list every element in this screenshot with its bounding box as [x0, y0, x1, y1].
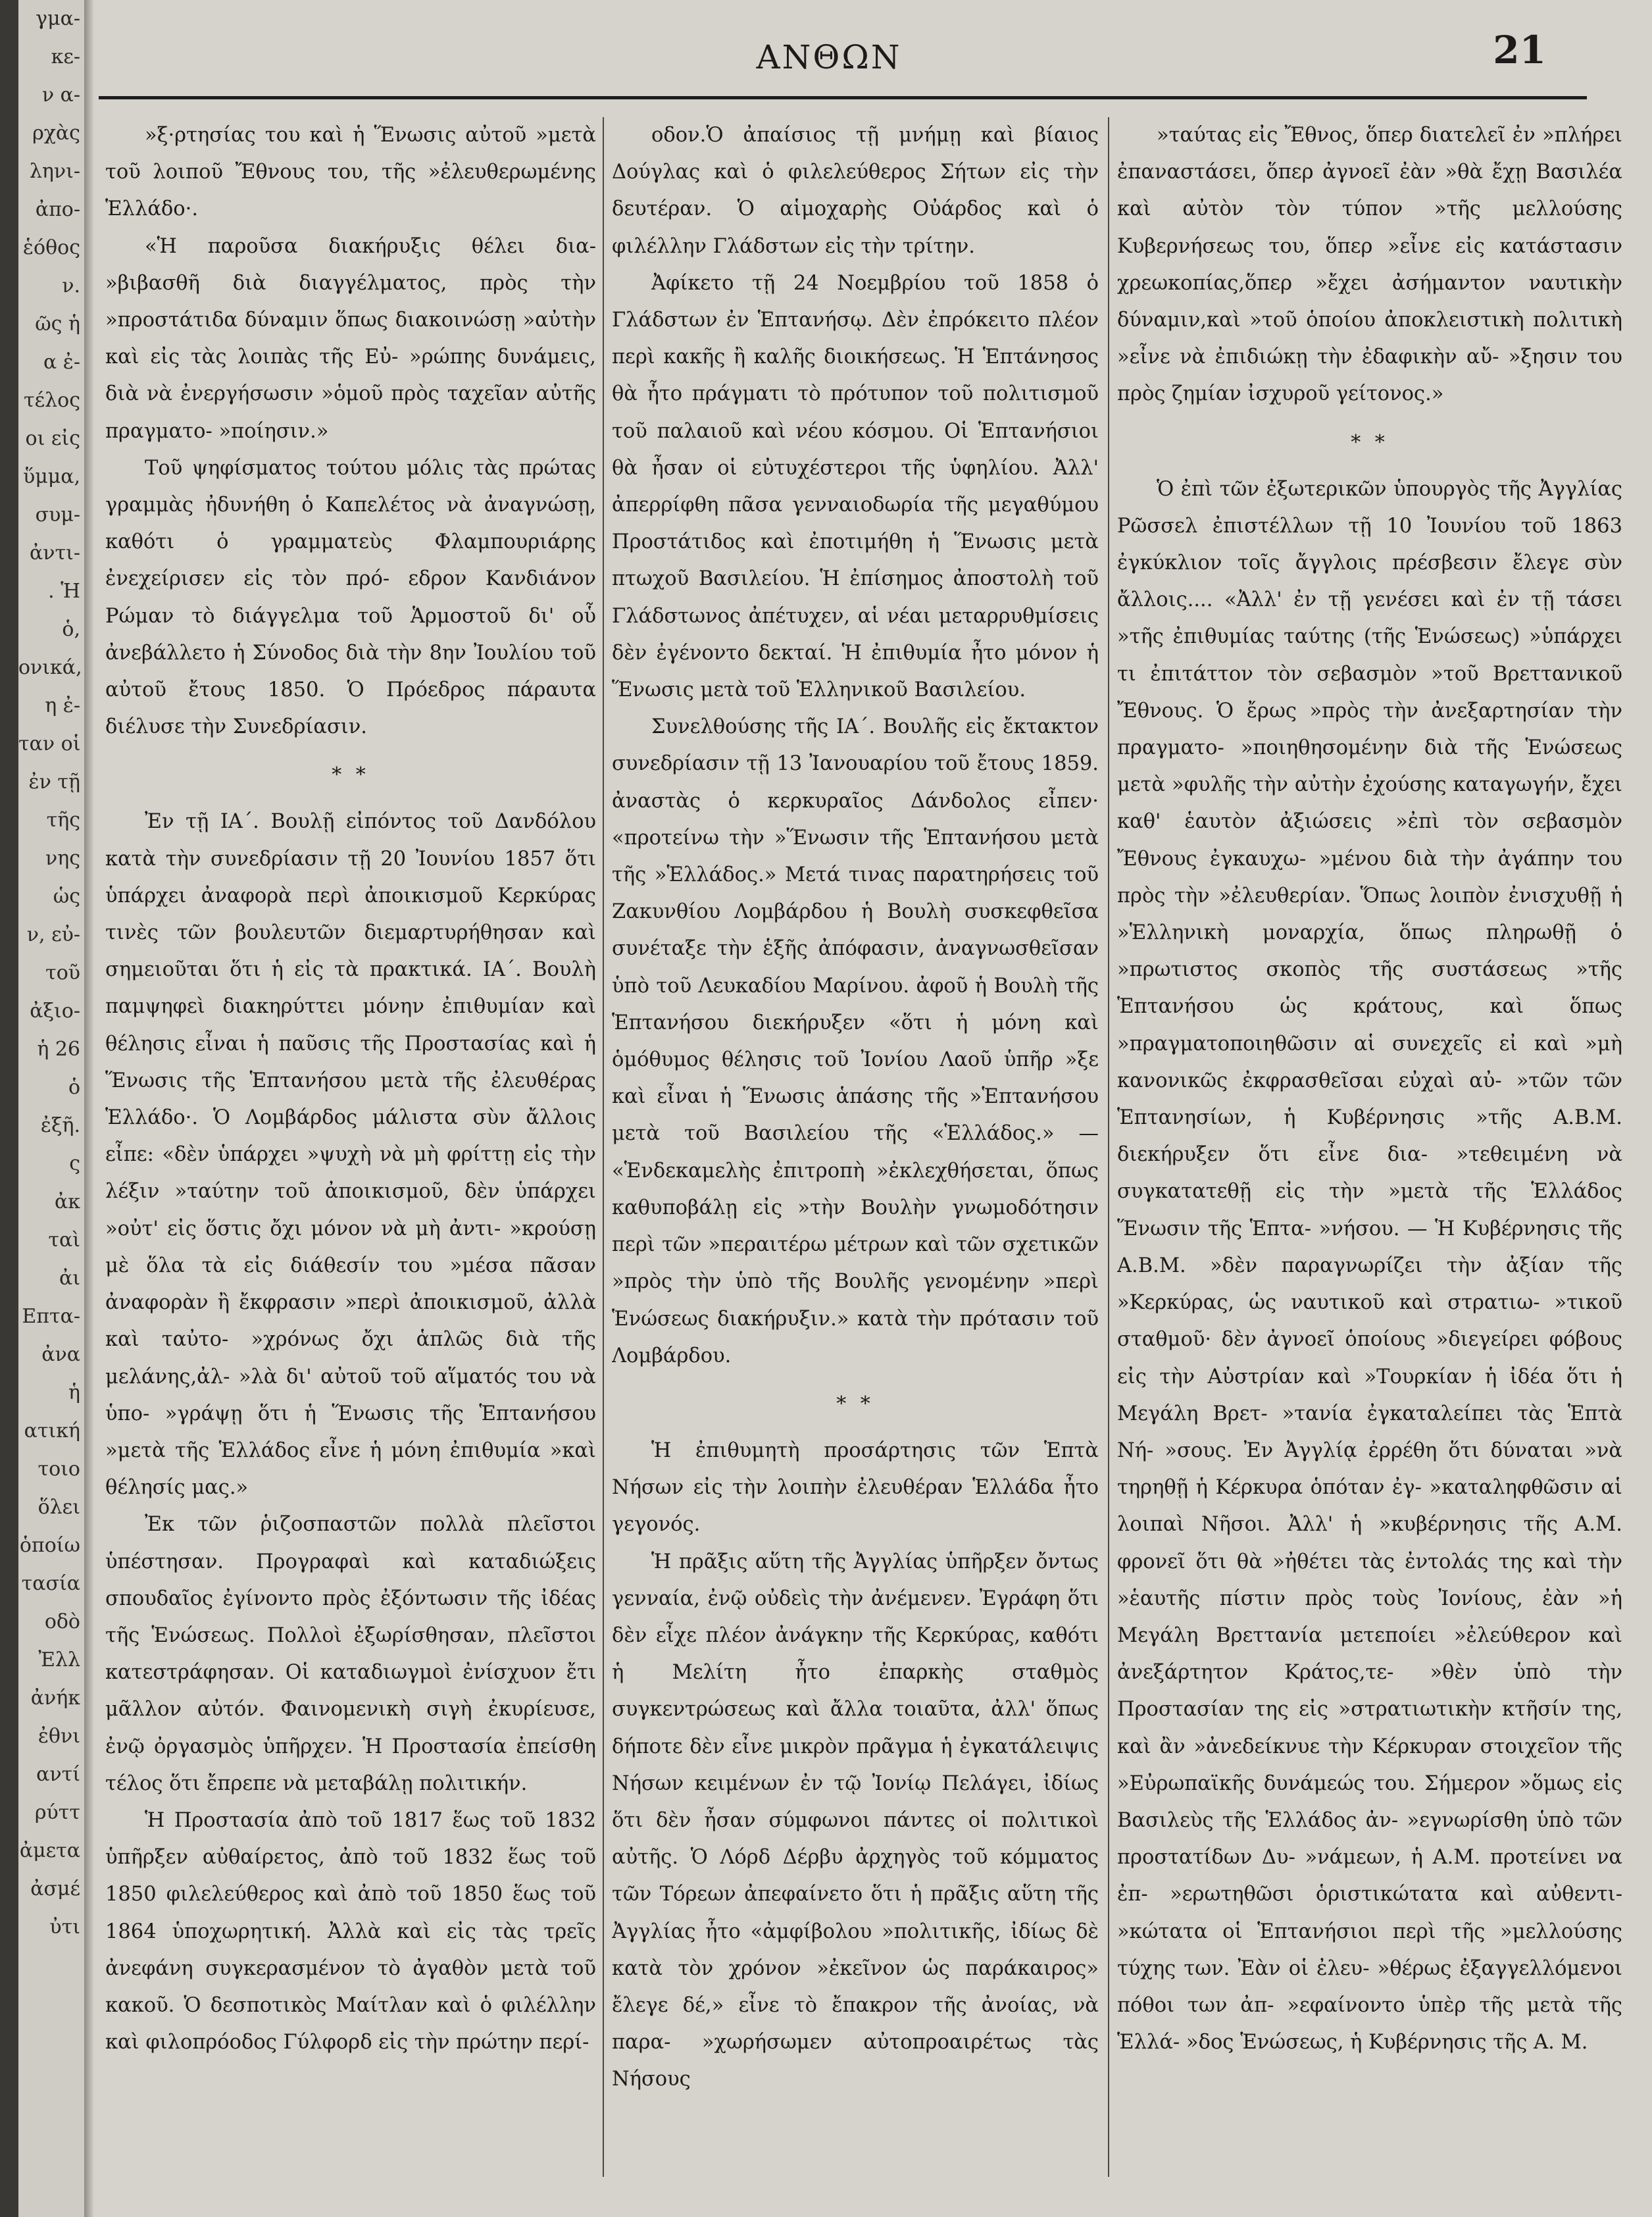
margin-fragment: ἡ [68, 1381, 80, 1404]
page-number: 21 [1493, 28, 1546, 72]
margin-fragment: ὡς [53, 885, 80, 908]
margin-fragment: τῆς [46, 809, 80, 832]
margin-fragment: τέλος [23, 389, 80, 412]
margin-fragment: ρύττ [34, 1801, 80, 1824]
margin-fragment: ἐν τῇ [28, 771, 80, 794]
margin-fragment: ἀνήκ [30, 1687, 80, 1710]
margin-fragment: ατική [24, 1419, 80, 1442]
paragraph: Ἐν τῇ ΙΑ΄. Βουλῇ εἰπόντος τοῦ Δανδόλου κατὰ τὴν συνεδρίασιν τῇ 20 Ἰουνίου 1857 ὅτι ὑπάρχει ἀναφορὰ περὶ ἀποικισμοῦ Κερκύρας τινὲς τῶν βουλευτῶν διεμαρτυρήθησαν καὶ σημειοῦται ὅτι ἡ εἰς τὰ πρακτικά. ΙΑ΄. Βουλὴ παμψηφεὶ διακηρύττει μόνην ἐπιθυμίαν καὶ θέλησις εἶναι ἡ παῦσις τῆς Προστασίας καὶ ἡ Ἕνωσις τῆς Ἑπτανήσου μετὰ τῆς ἐλευθέρας Ἑλλάδο·. Ὁ Λομβάρδος μάλιστα σὺν ἄλλοις εἶπε: «δὲν ὑπάρχει »ψυχὴ νὰ μὴ φρίττῃ εἰς τὴν λέξιν »ταύτην τοῦ ἀποικισμοῦ, δὲν ὑπάρχει »οὐτ' εἰς ὅστις ὄχι μόνον νὰ μὴ ἀντι- »κρούσῃ μὲ ὅλα τὰ εἰς διάθεσίν του »μέσα πᾶσαν ἀναφορὰν ἢ ἔκφρασιν »περὶ ἀποικισμοῦ, ἀλλὰ καὶ ταὐτο- »χρόνως ὄχι ἁπλῶς διὰ τῆς μελάνης,ἀλ- »λὰ δι' αὐτοῦ τοῦ αἵματός του νὰ ὑπο- »γράψῃ ὅτι ἡ Ἕνωσις τῆς Ἑπτανήσου »μετὰ τῆς Ἑλλάδος εἶνε ἡ μόνη ἐπιθυμία »καὶ θέλησίς μας.» [105, 810, 596, 1500]
margin-fragment: ὁποίω [19, 1534, 80, 1557]
margin-fragment: ἐξῆ. [40, 1114, 80, 1137]
margin-fragment: α ἐ- [43, 351, 80, 374]
page-binding-shadow [0, 0, 18, 2217]
section-asterism: * * [836, 1392, 874, 1415]
paragraph: Ἐκ τῶν ῥιζοσπαστῶν πολλὰ πλεῖστοι ὑπέστησαν. Προγραφαὶ καὶ καταδιώξεις σπουδαῖος ἐγίνοντο πρὸς ἐξόντωσιν τῆς ἰδέας τῆς Ἑνώσεως. Πολλοὶ ἐξωρίσθησαν, πλεῖστοι κατεστράφησαν. Οἱ καταδιωγμοὶ ἐνίσχυον ἔτι μᾶλλον αὐτόν. Φαινομενικὴ σιγὴ ἐκυρίευσε, ἐνῷ ὀργασμὸς ὑπῆρχεν. Ἡ Προστασία ἐπείσθη τέλος ὅτι ἔπρεπε νὰ μεταβάλῃ πολιτικήν. [105, 1513, 596, 1795]
paragraph: Ὁ ἐπὶ τῶν ἐξωτερικῶν ὑπουργὸς τῆς Ἀγγλίας Ρῶσσελ ἐπιστέλλων τῇ 10 Ἰουνίου τοῦ 1863 ἐγκύκλιον τοῖς ἄγγλοις πρέσβεσιν ἔλεγε σὺν ἄλλοις.... «Ἀλλ' ἐν τῇ γενέσει καὶ ἐν τῇ τάσει »τῆς ἐπιθυμίας ταύτης (τῆς Ἑνώσεως) »ὑπάρχει τι ἐπιτάττον τὸν σεβασμὸν »τοῦ Βρεττανικοῦ Ἔθνους. Ὁ ἔρως »πρὸς τὴν ἀνεξαρτησίαν τὴν πραγματο- »ποιηθησομένην διὰ τῆς Ἑνώσεως μετὰ »φυλῆς τὴν αὐτὴν ἐχούσης καταγωγήν, ἔχει καθ' ἑαυτὸν ἀξιώσεις »ἐπὶ τὸν σεβασμὸν Ἔθνους ἐγκαυχω- »μένου διὰ τὴν ἀγάπην του πρὸς τὴν »ἐλευθερίαν. Ὅπως λοιπὸν ἐνισχυθῇ ἡ »Ἑλληνικὴ μοναρχία, ὅπως πληρωθῇ ὁ »πρωτιστος σκοπὸς τῆς συστάσεως »τῆς Ἑπτανήσου ὡς κράτους, καὶ ὅπως »πραγματοποιηθῶσιν αἱ συνεχεῖς εἰ καὶ »μὴ κανονικῶς ἐκφρασθεῖσαι εὐχαὶ αὐ- »τῶν τῶν Ἑπτανησίων, ἡ Κυβέρνησις »τῆς Α.Β.Μ. διεκήρυξεν ὅτι εἶνε δια- »τεθειμένη νὰ συγκατατεθῇ εἰς τὴν »μετὰ τῆς Ἑλλάδος Ἕνωσιν τῆς Ἑπτα- »νήσου. — Ἡ Κυβέρνησις τῆς Α.Β.Μ. »δὲν παραγνωρίζει τὴν ἀξίαν τῆς »Κερκύρας, ὡς ναυτικοῦ καὶ στρατιω- »τικοῦ σταθμοῦ· δὲν ἀγνοεῖ ὁποίους »διεγείρει φόβους εἰς τὴν Αὐστρίαν καὶ »Τουρκίαν ἡ ἰδέα ὅτι ἡ Μεγάλη Βρετ- »τανία ἐγκαταλείπει τὰς Ἑπτὰ Νή- »σους. Ἐν Ἀγγλίᾳ ἐρρέθη ὅτι δύναται »νὰ τηρηθῇ ἡ Κέρκυρα ὁπόταν ἐγ- »καταληφθῶσιν αἱ λοιπαὶ Νῆσοι. Ἀλλ' ἡ »κυβέρνησις τῆς Α.Μ. φρονεῖ ὅτι θὰ »ἠθέτει τὰς ἐντολάς της καὶ τὴν »ἑαυτῆς πίστιν πρὸς τοὺς Ἰονίους, ἐὰν »ἡ Μεγάλη Βρεττανία μετεποίει »ἐλεύθερον καὶ ἀνεξάρτητον Κράτος,τε- »θὲν ὑπὸ τὴν Προστασίαν της εἰς »στρατιωτικὴν κτῆσίν της, καὶ ἂν »ἀνεδείκνυε τὴν Κέρκυραν στοιχεῖον τῆς »Εὐρωπαϊκῆς δυνάμεώς του. Σήμερον »ὅμως εἰς Βασιλεὺς τῆς Ἑλλάδος ἀν- »εγνωρίσθη ὑπὸ τῶν προστατίδων Δυ- »νάμεων, ἡ Α.Μ. προτείνει να ἐπ- »ερωτηθῶσι ὁριστικώτατα καὶ αὐθεντι- »κώτατα οἱ Ἑπτανήσιοι περὶ τῆς »μελλούσης τύχης των. Ἐὰν οἱ ἐλευ- »θέρως ἐξαγγελλόμενοι πόθοι των ἀπ- »εφαίνοντο ὑπὲρ τῆς μετὰ τῆς Ἑλλά- »δος Ἑνώσεως, ἡ Κυβέρνησις τῆς Α. Μ. [1117, 477, 1622, 2054]
margin-fragment: αντί [36, 1763, 80, 1786]
margin-fragment: ληνι- [29, 160, 80, 183]
margin-fragment: ν. [62, 274, 80, 297]
margin-fragment: ὁ [68, 1076, 80, 1099]
paragraph: »ξ·ρτησίας του καὶ ἡ Ἕνωσις αὐτοῦ »μετὰ τοῦ λοιποῦ Ἔθνους του, τῆς »ἐλευθερωμένης Ἑλλάδο·. [105, 124, 596, 221]
margin-fragment: η ἐ- [45, 694, 80, 717]
margin-fragment: ν α- [41, 84, 80, 107]
section-asterism: * * [1351, 430, 1389, 454]
page-header-title: ΑΝΘΩΝ [756, 38, 902, 76]
previous-page-edge [84, 0, 93, 2217]
paragraph: οδον.Ὁ ἀπαίσιος τῇ μνήμῃ καὶ βίαιος Δούγλας καὶ ὁ φιλελεύθερος Σήτων εἰς τὴν δευτέραν. Ὁ αἱμοχαρὴς Οὐάρδος καὶ ὁ φιλέλλην Γλάδστων εἰς τὴν τρίτην. [612, 124, 1099, 258]
section-asterism: * * [332, 763, 370, 787]
margin-fragment: ἐθνι [38, 1725, 80, 1748]
margin-fragment: τοιο [38, 1458, 80, 1481]
column-separator [1108, 117, 1109, 2177]
margin-fragment: τοῦ [45, 961, 80, 984]
margin-fragment: οι εἰς [25, 427, 80, 450]
margin-fragment: Ἐλλ [38, 1648, 80, 1671]
margin-fragment: συμ- [35, 503, 80, 526]
margin-fragment: οδὸ [44, 1610, 80, 1633]
margin-fragment: ἀκ [54, 1190, 80, 1213]
margin-fragment: τασία [21, 1572, 80, 1595]
paragraph: Συνελθούσης τῆς ΙΑ΄. Βουλῆς εἰς ἔκτακτον συνεδρίασιν τῇ 13 Ἰανουαρίου τοῦ ἔτους 1859. ἀναστὰς ὁ κερκυραῖος Δάνδολος εἶπεν· «προτείνω τὴν »Ἕνωσιν τῆς Ἑπτανήσου μετὰ τῆς »Ἑλλάδος.» Μετά τινας παρατηρήσεις τοῦ Ζακυνθίου Λομβάρδου ἡ Βουλὴ συσκεφθεῖσα συνέταξε τὴν ἑξῆς ἀπόφασιν, ἀναγνωσθεῖσαν ὑπὸ τοῦ Λευκαδίου Μαρίνου. ἀφοῦ ἡ Βουλὴ τῆς Ἑπτανήσου διεκήρυξεν «ὅτι ἡ μόνη καὶ ὁμόθυμος θέλησις τοῦ Ἰονίου Λαοῦ ὑπῆρ »ξε καὶ εἶναι ἡ Ἕνωσις ἁπάσης τῆς »Ἑπτανήσου μετὰ τοῦ Βασιλείου τῆς «Ἑλλάδος.» — «Ἑνδεκαμελὴς ἐπιτροπὴ »ἐκλεχθήσεται, ὅπως καθυποβάλῃ εἰς »τὴν Βουλὴν γνωμοδότησιν περὶ τῶν »περαιτέρω μέτρων καὶ τῶν σχετικῶν »πρὸς τὴν ὑπὸ τῆς Βουλῆς γενομένην »περὶ Ἑνώσεως διακήρυξιν.» κατὰ τὴν πρότασιν τοῦ Λομβάρδου. [612, 715, 1099, 1367]
margin-fragment: ὁ, [62, 618, 80, 641]
margin-fragment: ὐτι [49, 1916, 80, 1939]
margin-fragment: ἑόθος [22, 236, 80, 259]
margin-fragment: ονικά, [18, 656, 82, 679]
paragraph: »ταύτας εἰς Ἔθνος, ὅπερ διατελεῖ ἐν »πλήρει ἐπαναστάσει, ὅπερ ἀγνοεῖ ἐὰν »θὰ ἔχῃ Βασιλέα καὶ αὐτὸν τὸν τύπον »τῆς μελλούσης Κυβερνήσεως του, ὅπερ »εἶνε εἰς κατάστασιν χρεωκοπίας,ὅπερ »ἔχει ἀσήμαντον ναυτικὴν δύναμιν,καὶ »τοῦ ὁποίου ἀποκλειστικὴ πολιτικὴ »εἶνε νὰ ἐπιδιώκῃ τὴν ἐδαφικὴν αὔ- »ξησιν του πρὸς ζημίαν ἰσχυροῦ γείτονος.» [1117, 124, 1622, 406]
column-separator [603, 117, 604, 2177]
margin-fragment: ταν οἱ [18, 732, 81, 755]
margin-fragment: ταὶ [48, 1229, 80, 1252]
margin-fragment: γμα- [36, 7, 80, 30]
paragraph: «Ἡ παροῦσα διακήρυξις θέλει δια- »βιβασθῆ διὰ διαγγέλματος, πρὸς τὴν »προστάτιδα δύναμιν ὅπως διακοινώσῃ »αὐτὴν καὶ εἰς τὰς λοιπὰς τῆς Εὐ- »ρώπης δυνάμεις, διὰ νὰ ἐνεργήσωσιν »ὁμοῦ πρὸς ταχεῖαν αὐτῆς πραγματο- »ποίησιν.» [105, 234, 596, 443]
margin-fragment: κε- [51, 45, 80, 68]
text-column-1 [105, 117, 596, 2190]
text-column-3 [1117, 117, 1622, 2190]
paragraph: Τοῦ ψηφίσματος τούτου μόλις τὰς πρώτας γραμμὰς ἠδυνήθη ὁ Καπελέτος νὰ ἀναγνώσῃ, καθότι ὁ γραμματεὺς Φλαμπουριάρης ἐνεχείρισεν εἰς τὸν πρό- εδρον Κανδιάνον Ρώμαν τὸ διάγγελμα τοῦ Ἁρμοστοῦ δι' οὗ ἀνεβάλλετο ἡ Σύνοδος διὰ τὴν 8ην Ἰουλίου τοῦ αὐτοῦ ἔτους 1850. Ὁ Πρόεδρος πάραυτα διέλυσε τὴν Συνεδρίασιν. [105, 456, 596, 739]
paragraph: Ἡ πρᾶξις αὕτη τῆς Ἀγγλίας ὑπῆρξεν ὄντως γενναία, ἐνῷ οὐδεὶς τὴν ἀνέμενεν. Ἐγράφη ὅτι δὲν εἶχε πλέον ἀνάγκην τῆς Κερκύρας, καθότι ἡ Μελίτη ἦτο ἐπαρκὴς σταθμὸς συγκεντρώσεως καὶ ἄλλα τοιαῦτα, ἀλλ' ὅπως δήποτε δὲν εἶνε μικρὸν πρᾶγμα ἡ ἐγκατάλειψις Νήσων κειμένων ἐν τῷ Ἰονίῳ Πελάγει, ἰδίως ὅτι δὲν ἦσαν σύμφωνοι πάντες οἱ πολιτικοὶ αὐτῆς. Ὁ Λόρδ Δέρβυ ἀρχηγὸς τοῦ κόμματος τῶν Τόρεων ἀπεφαίνετο ὅτι ἡ πρᾶξις αὕτη τῆς Ἀγγλίας ἦτο «ἀμφίβολου »πολιτικῆς, ἰδίως δὲ κατὰ τὸν χρόνον »ἐκεῖνον ὡς παράκαιρος» ἔλεγε δέ,» εἶνε τὸ ἔπακρον τῆς ἀνοίας, νὰ παρα- »χωρήσωμεν αὐτοπροαιρέτως τὰς Νήσους [612, 1550, 1099, 2091]
margin-fragment: νης [45, 847, 80, 870]
margin-fragment: ἀμετα [19, 1839, 80, 1862]
margin-fragment: ἡ 26 [37, 1038, 80, 1061]
previous-page-margin [18, 0, 84, 2217]
margin-fragment: ἀπο- [35, 198, 80, 221]
margin-fragment: ὅλει [38, 1496, 80, 1519]
margin-fragment: ὕμμα, [22, 465, 80, 488]
margin-fragment: ἀξιο- [30, 1000, 80, 1023]
margin-fragment: ἀντι- [30, 542, 80, 565]
margin-fragment: ῶς ἡ [35, 313, 80, 336]
paragraph: Ἡ Προστασία ἀπὸ τοῦ 1817 ἕως τοῦ 1832 ὑπῆρξεν αὐθαίρετος, ἀπὸ τοῦ 1832 ἕως τοῦ 1850 φιλελεύθερος καὶ ἀπὸ τοῦ 1850 ἕως τοῦ 1864 ὑποχωρητική. Ἀλλὰ καὶ εἰς τὰς τρεῖς ἀνεφάνη συγκερασμένον τὸ ἀγαθὸν μετὰ τοῦ κακοῦ. Ὁ δεσποτικὸς Μαίτλαν καὶ ὁ φιλέλλην καὶ φιλοπρόοδος Γύλφορδ εἰς τὴν πρώτην περί- [105, 1808, 596, 2054]
margin-fragment: ἀι [59, 1267, 80, 1290]
margin-fragment: ἀνα [41, 1343, 80, 1366]
margin-fragment: ν, εὐ- [26, 923, 80, 946]
margin-fragment: . Ἡ [48, 580, 80, 603]
margin-fragment: Επτα- [22, 1305, 80, 1328]
margin-fragment: ἀσμέ [30, 1877, 80, 1900]
text-column-2 [612, 117, 1099, 2190]
paragraph: Ἀφίκετο τῇ 24 Νοεμβρίου τοῦ 1858 ὁ Γλάδστων ἐν Ἑπτανήσῳ. Δὲν ἐπρόκειτο πλέον περὶ κακῆς ἢ καλῆς διοικήσεως. Ἡ Ἑπτάνησος θὰ ἦτο πράγματι τὸ πρότυπον τοῦ πολιτισμοῦ τοῦ παλαιοῦ καὶ νέου κόσμου. Οἱ Ἑπτανήσιοι θὰ ἦσαν οἱ εὐτυχέστεροι τῆς ὑφηλίου. Ἀλλ' ἀπερρίφθη πᾶσα γενναιοδωρία τῆς μεγαθύμου Προστάτιδος καὶ ἐποτιμήθη ἡ Ἕνωσις μετὰ πτωχοῦ Βασιλείου. Ἡ ἐπίσημος ἀποστολὴ τοῦ Γλάδστωνος ἀπέτυχεν, αἱ νέαι μεταρρυθμίσεις δὲν ἐγένοντο δεκταί. Ἡ ἐπιθυμία ἦτο μόνον ἡ Ἕνωσις μετὰ τοῦ Ἑλληνικοῦ Βασιλείου. [612, 271, 1099, 702]
margin-fragment: ς [69, 1152, 80, 1175]
margin-fragment: ρχὰς [32, 122, 80, 145]
header-rule [99, 96, 1587, 99]
paragraph: Ἡ ἐπιθυμητὴ προσάρτησις τῶν Ἑπτὰ Νήσων εἰς τὴν λοιπὴν ἐλευθέραν Ἑλλάδα ἦτο γεγονός. [612, 1439, 1099, 1537]
